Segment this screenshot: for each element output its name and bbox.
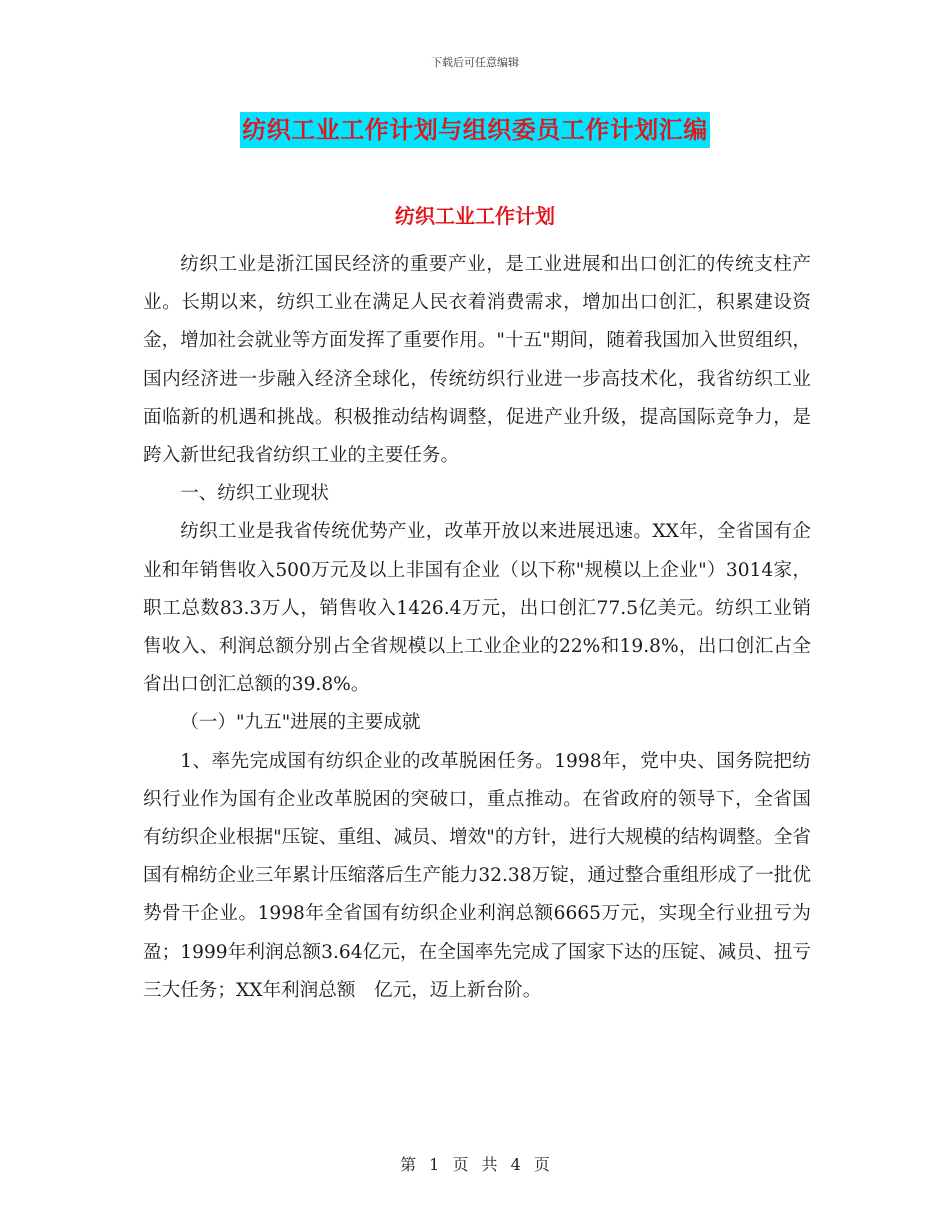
- heading-achievements: （一）"九五"进展的主要成就: [180, 712, 421, 734]
- page-indicator: 第 1 页 共 4 页: [400, 1155, 550, 1174]
- paragraph-intro: 纺织工业是浙江国民经济的重要产业，是工业进展和出口创汇的传统支柱产业。长期以来，纺织工业在满足人民衣着消费需求，增加出口创汇，积累建设资金，增加社会就业等方面发挥了重要作用。"十五"期间，随着我国加入世贸组织，国内经济进一步融入经济全球化，传统纺织行业进一步高技术化，我省纺织工业面临新的机遇和挑战。积极推动结构调整，促进产业升级，提高国际竞争力，是跨入新世纪我省纺织工业的主要任务。: [143, 254, 811, 467]
- paragraph-current-status: 纺织工业是我省传统优势产业，改革开放以来进展迅速。XX年，全省国有企业和年销售收入500万元及以上非国有企业（以下称"规模以上企业"）3014家，职工总数83.3万人，销售收入1426.4万元，出口创汇77.5亿美元。纺织工业销售收入、利润总额分别占全省规模以上工业企业的22%和19.8%，出口创汇占全省出口创汇总额的39.8%。: [143, 521, 811, 696]
- heading-current-status: 一、纺织工业现状: [180, 483, 329, 505]
- section-title: 纺织工业工作计划: [395, 204, 555, 228]
- document-body: [143, 246, 811, 1010]
- document-title-container: [0, 112, 950, 148]
- paragraph-reform: 1、率先完成国有纺织企业的改革脱困任务。1998年，党中央、国务院把纺织行业作为国有企业改革脱困的突破口，重点推动。在省政府的领导下，全省国有纺织企业根据"压锭、重组、减员、增效"的方针，进行大规模的结构调整。全省国有棉纺企业三年累计压缩落后生产能力32.38万锭，通过整合重组形成了一批优势骨干企业。1998年全省国有纺织企业利润总额6665万元，实现全行业扭亏为盈；1999年利润总额3.64亿元，在全国率先完成了国家下达的压锭、减员、扭亏三大任务；XX年利润总额 亿元，迈上新台阶。: [143, 750, 811, 1001]
- document-title: 纺织工业工作计划与组织委员工作计划汇编: [240, 112, 710, 148]
- header-note: 下载后可任意编辑: [431, 56, 519, 69]
